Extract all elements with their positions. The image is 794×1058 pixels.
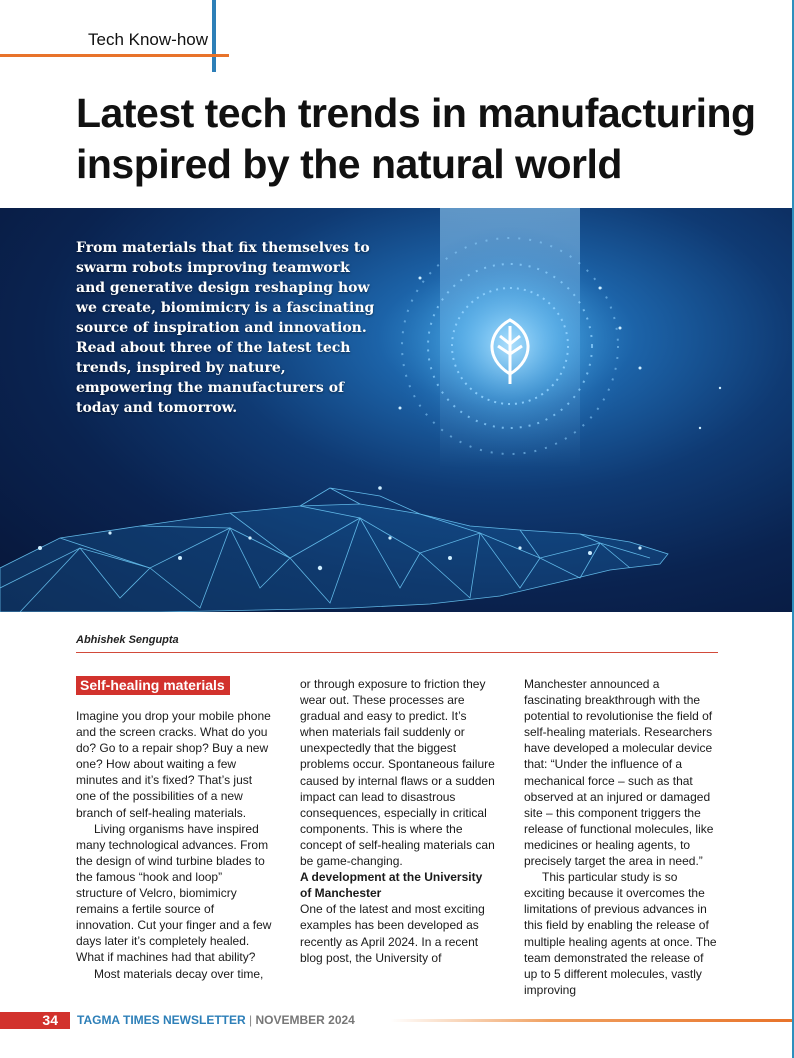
intro-paragraph: From materials that fix themselves to swarm robots improving teamwork and generative design reshaping how we create, biomimicry is a fascinating source of inspiration and innovation. Read about three of the latest tech trends, inspired by nature, empowering the manufacturers of today and tomorrow. xyxy=(76,240,375,416)
section-tag-underline xyxy=(0,54,229,57)
paragraph: One of the latest and most exciting examples has been developed as recently as April 2024. In a recent blog post, the University of xyxy=(300,902,485,965)
page-number: 34 xyxy=(0,1012,70,1029)
footer-publication xyxy=(77,1013,355,1028)
article-column-3 xyxy=(524,676,720,998)
section-tag-vertical-rule xyxy=(212,0,216,72)
paragraph: or through exposure to friction they wear out. These processes are gradual and easy to predict. It’s when materials fail suddenly or unexpectedly that the biggest problems occur. Spontaneous failure caused by internal flaws or a sudden impact can lead to disastrous consequences, especially in critical components. This is where the concept of self-healing materials can be game-changing. xyxy=(300,677,495,869)
page-title xyxy=(76,88,756,190)
section-tag: Tech Know-how xyxy=(88,30,209,49)
publication-name: TAGMA TIMES NEWSLETTER xyxy=(77,1013,246,1027)
subheading: A development at the University of Manchester xyxy=(300,870,483,901)
paragraph: This particular study is so exciting because it overcomes the limitations of previous advances in this field by enabling the release of multiple healing agents at once. The team demonstrated the release of up to 5 different molecules, vastly improving xyxy=(524,870,717,997)
paragraph: Living organisms have inspired many technological advances. From the design of wind turbine blades to the famous “hook and loop” structure of Velcro, biomimicry remains a fertile source of innovation. Cut your finger and a few days later it’s completely healed. What if machines had that ability? xyxy=(76,821,272,965)
polygon-hand xyxy=(0,488,668,612)
footer-separator: | xyxy=(249,1013,253,1027)
footer-rule xyxy=(390,1019,792,1022)
title-line-2: inspired by the natural world xyxy=(76,141,622,187)
section-heading: Self-healing materials xyxy=(76,676,230,695)
article-column-2 xyxy=(300,676,496,966)
article-column-1 xyxy=(76,676,272,982)
paragraph: Manchester announced a fascinating breakthrough with the potential to revolutionise the field of self-healing materials. Researchers have developed a molecular device that: “Under the influence of a mechanical force – such as that observed at an injured or damaged site – this component triggers the release of functional molecules, like medicines or healing agents, to precisely target the area in need.” xyxy=(524,677,714,869)
issue-date: NOVEMBER 2024 xyxy=(255,1013,355,1027)
title-line-1: Latest tech trends in manufacturing xyxy=(76,90,756,136)
hero-image xyxy=(0,208,792,612)
paragraph: Most materials decay over time, xyxy=(94,966,264,981)
author-byline: Abhishek Sengupta xyxy=(76,634,179,646)
byline-divider xyxy=(76,652,718,653)
paragraph: Imagine you drop your mobile phone and the screen cracks. What do you do? Go to a repair shop? Buy a new one? How about waiting a few minutes and it’s fixed? That’s just one of the possibilities of a new branch of self-healing materials. xyxy=(76,709,271,820)
